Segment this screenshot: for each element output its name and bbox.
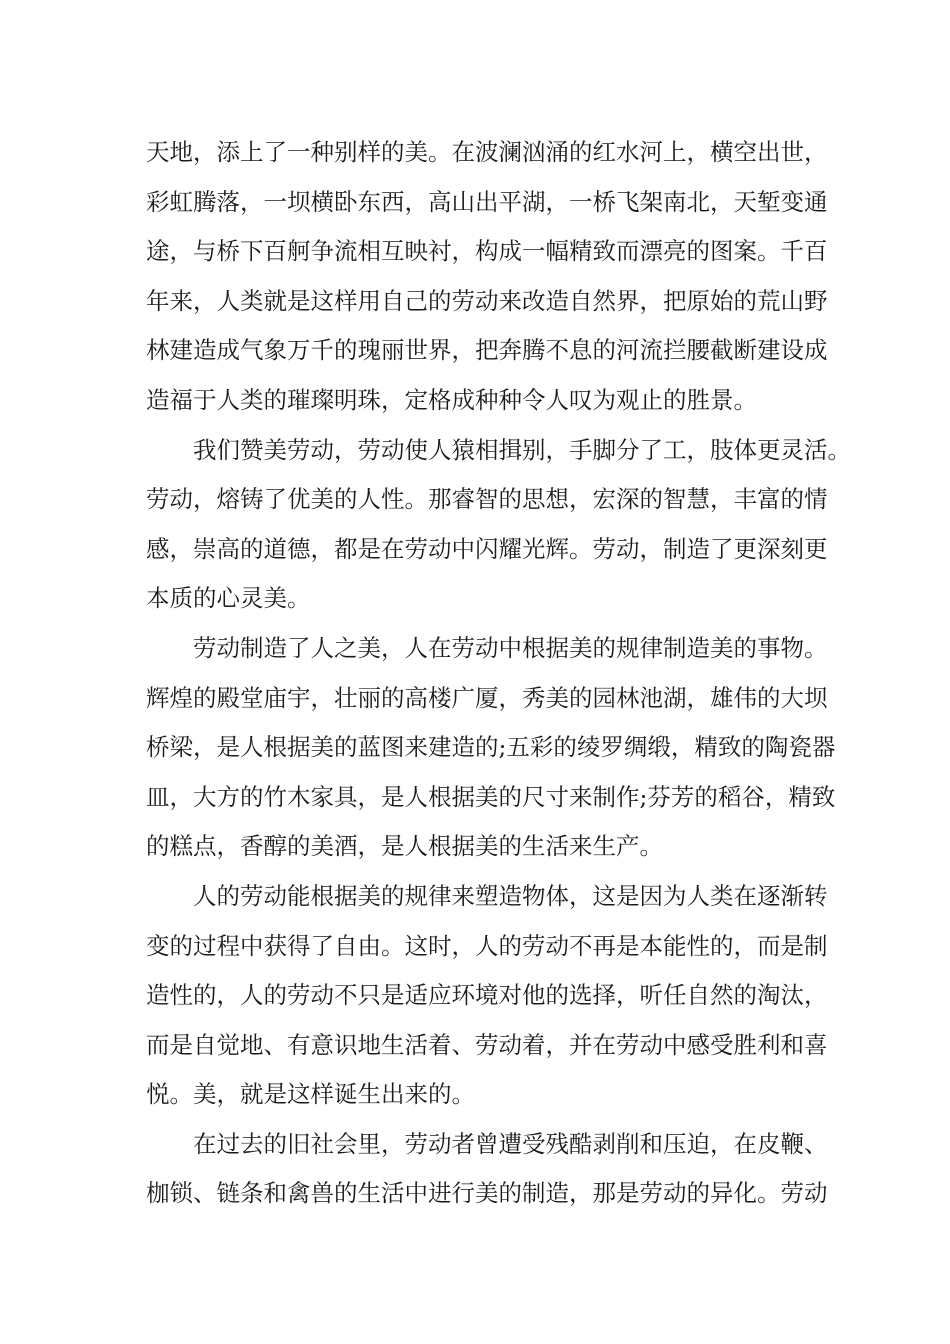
text-line: 枷锁、链条和禽兽的生活中进行美的制造，那是劳动的异化。劳动 (146, 1179, 828, 1208)
text-line: 在过去的旧社会里，劳动者曾遭受残酷剥削和压迫，在皮鞭、 (193, 1129, 828, 1158)
text-line: 桥梁，是人根据美的蓝图来建造的;五彩的绫罗绸缎，精致的陶瓷器 (146, 733, 836, 762)
paragraph-4 (146, 872, 836, 1120)
paragraph-5 (146, 1120, 836, 1219)
text-line: 林建造成气象万千的瑰丽世界，把奔腾不息的河流拦腰截断建设成 (146, 336, 828, 365)
text-line: 人的劳动能根据美的规律来塑造物体，这是因为人类在逐渐转 (193, 881, 828, 910)
text-line: 彩虹腾落，一坝横卧东西，高山出平湖，一桥飞架南北，天堑变通 (146, 187, 828, 216)
paragraph-2 (146, 426, 851, 624)
text-line: 感，崇高的道德，都是在劳动中闪耀光辉。劳动，制造了更深刻更 (146, 534, 828, 563)
text-line: 途，与桥下百舸争流相互映衬，构成一幅精致而漂亮的图案。千百 (146, 237, 828, 266)
text-line: 造性的，人的劳动不只是适应环境对他的选择，听任自然的淘汰， (146, 981, 828, 1010)
text-line: 变的过程中获得了自由。这时，人的劳动不再是本能性的，而是制 (146, 931, 828, 960)
text-line: 而是自觉地、有意识地生活着、劳动着，并在劳动中感受胜利和喜 (146, 1030, 828, 1059)
text-line: 造福于人类的璀璨明珠，定格成种种令人叹为观止的胜景。 (146, 385, 757, 414)
text-line: 我们赞美劳动，劳动使人猿相揖别，手脚分了工，肢体更灵活。 (193, 435, 851, 464)
text-line: 辉煌的殿堂庙宇，壮丽的高楼广厦，秀美的园林池湖，雄伟的大坝 (146, 683, 828, 712)
text-line: 本质的心灵美。 (146, 584, 311, 613)
text-line: 的糕点，香醇的美酒，是人根据美的生活来生产。 (146, 832, 663, 861)
paragraph-3 (146, 624, 836, 872)
text-line: 天地，添上了一种别样的美。在波澜汹涌的红水河上，横空出世， (146, 138, 828, 166)
paragraph-1 (146, 128, 836, 426)
text-line: 年来，人类就是这样用自己的劳动来改造自然界，把原始的荒山野 (146, 286, 828, 315)
body-text (146, 128, 851, 1219)
text-line: 劳动，熔铸了优美的人性。那睿智的思想，宏深的智慧，丰富的情 (146, 485, 828, 514)
text-line: 悦。美，就是这样诞生出来的。 (146, 1080, 475, 1109)
text-line: 皿，大方的竹木家具，是人根据美的尺寸来制作;芬芳的稻谷，精致 (146, 782, 836, 811)
text-line: 劳动制造了人之美，人在劳动中根据美的规律制造美的事物。 (193, 633, 828, 662)
